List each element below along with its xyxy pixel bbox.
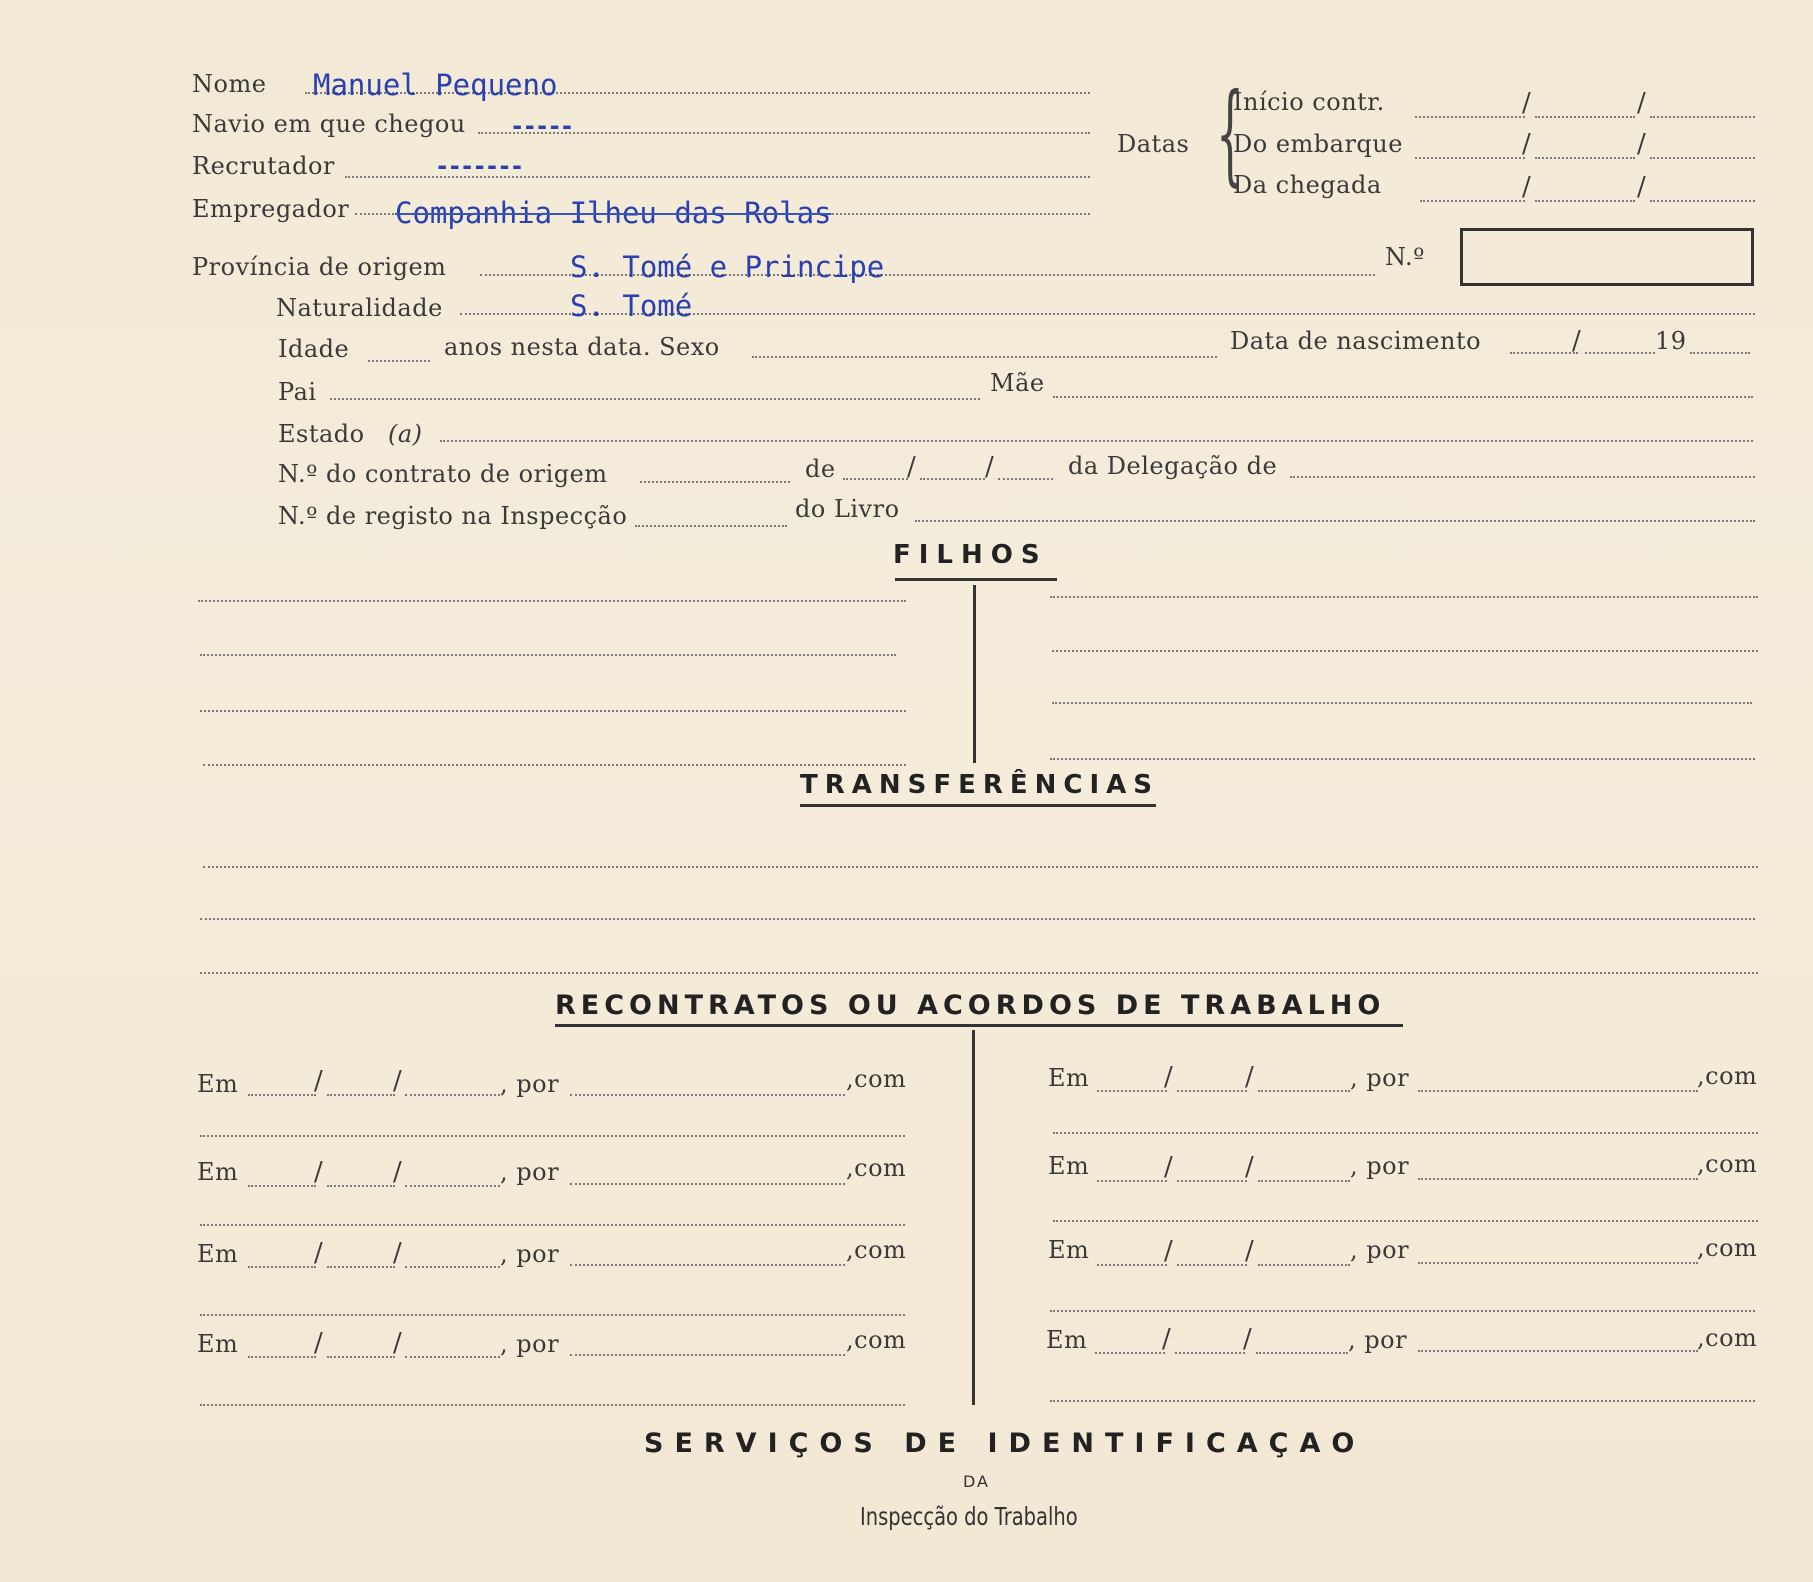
por-line[interactable]: [1418, 1090, 1698, 1092]
naturalidade-label: Naturalidade: [276, 294, 443, 322]
com-label: ,com: [846, 1065, 907, 1093]
em-label: Em: [197, 1158, 239, 1186]
por-label: , por: [500, 1070, 560, 1098]
contrato-label: N.º do contrato de origem: [278, 460, 608, 488]
naturalidade-value[interactable]: S. Tomé: [570, 289, 693, 323]
com-label: ,com: [1697, 1150, 1758, 1178]
com-line[interactable]: [1050, 1400, 1755, 1402]
por-label: , por: [500, 1158, 560, 1186]
filhos-line[interactable]: [198, 600, 906, 602]
em-day-line[interactable]: [1097, 1090, 1167, 1092]
contrato-year-line: [998, 478, 1053, 480]
recontratos-heading: RECONTRATOS OU ACORDOS DE TRABALHO: [555, 990, 1386, 1021]
slash: /: [1245, 1152, 1254, 1182]
por-label: , por: [500, 1240, 560, 1268]
contrato-line[interactable]: [640, 481, 790, 483]
recrutador-value[interactable]: -------: [435, 152, 523, 180]
chegada-month-line: [1535, 200, 1635, 202]
slash: /: [1637, 129, 1646, 159]
nome-label: Nome: [192, 70, 267, 98]
em-month-line[interactable]: [327, 1185, 395, 1187]
registo-line[interactable]: [635, 525, 787, 527]
por-label: , por: [500, 1330, 560, 1358]
com-label: ,com: [846, 1236, 907, 1264]
estado-note: (a): [388, 420, 423, 448]
embarque-day-line: [1415, 157, 1525, 159]
slash: /: [1637, 172, 1646, 202]
chegada-day-line: [1420, 200, 1525, 202]
filhos-line[interactable]: [1052, 650, 1758, 652]
provincia-value[interactable]: S. Tomé e Principe: [570, 250, 885, 284]
transferencias-underline: [800, 804, 1156, 807]
em-label: Em: [1048, 1064, 1090, 1092]
empregador-label: Empregador: [192, 195, 350, 223]
slash: /: [314, 1238, 323, 1268]
com-line[interactable]: [200, 1224, 905, 1226]
filhos-underline: [895, 578, 1057, 581]
por-line[interactable]: [570, 1264, 845, 1266]
delegacao-label: da Delegação de: [1068, 452, 1278, 480]
embarque-label: Do embarque: [1233, 130, 1403, 158]
por-label: , por: [1348, 1326, 1408, 1354]
de-label: de: [805, 455, 836, 483]
em-year-line[interactable]: [1258, 1090, 1350, 1092]
slash: /: [314, 1066, 323, 1096]
em-year-line[interactable]: [1258, 1264, 1350, 1266]
por-line[interactable]: [1418, 1262, 1698, 1264]
ano-prefix: 19: [1655, 327, 1687, 355]
slash: /: [1164, 1062, 1173, 1092]
nascimento-label: Data de nascimento: [1230, 327, 1482, 355]
mae-line[interactable]: [1053, 396, 1753, 398]
em-year-line[interactable]: [405, 1094, 500, 1096]
por-line[interactable]: [570, 1183, 845, 1185]
idade-label: Idade: [278, 335, 350, 363]
slash: /: [1164, 1152, 1173, 1182]
inicio-year-line: [1650, 116, 1755, 118]
em-year-line[interactable]: [1258, 1180, 1350, 1182]
navio-value[interactable]: -----: [510, 112, 573, 140]
em-day-line[interactable]: [248, 1266, 316, 1268]
com-label: ,com: [1697, 1062, 1758, 1090]
recontratos-divider: [972, 1030, 975, 1405]
pai-label: Pai: [278, 378, 317, 406]
filhos-line[interactable]: [1052, 702, 1752, 704]
slash: /: [1245, 1062, 1254, 1092]
footer-title: SERVIÇOS DE IDENTIFICAÇAO: [644, 1428, 1366, 1459]
numero-box[interactable]: [1460, 228, 1754, 286]
slash: /: [393, 1157, 402, 1187]
slash: /: [1522, 129, 1531, 159]
chegada-year-line: [1650, 200, 1755, 202]
por-line[interactable]: [570, 1094, 845, 1096]
footer-da: DA: [963, 1472, 990, 1491]
por-label: , por: [1350, 1152, 1410, 1180]
filhos-line[interactable]: [200, 710, 906, 712]
slash: /: [314, 1328, 323, 1358]
recrutador-label: Recrutador: [192, 152, 335, 180]
em-label: Em: [197, 1240, 239, 1268]
slash: /: [393, 1238, 402, 1268]
delegacao-line[interactable]: [1290, 476, 1755, 478]
footer-sub: Inspecção do Trabalho: [860, 1502, 1078, 1531]
com-line[interactable]: [1053, 1132, 1758, 1134]
estado-label: Estado: [278, 420, 365, 448]
slash: /: [1522, 88, 1531, 118]
por-line[interactable]: [570, 1354, 845, 1356]
com-line[interactable]: [200, 1135, 905, 1137]
nascimento-day-line: [1510, 352, 1578, 354]
em-day-line[interactable]: [1097, 1264, 1167, 1266]
filhos-line[interactable]: [1050, 596, 1758, 598]
em-month-line[interactable]: [327, 1356, 395, 1358]
filhos-heading: FILHOS: [893, 540, 1048, 570]
com-line[interactable]: [200, 1404, 905, 1406]
em-day-line[interactable]: [248, 1094, 316, 1096]
nascimento-month-line: [1585, 352, 1655, 354]
transferencias-heading: TRANSFERÊNCIAS: [800, 770, 1160, 800]
transferencias-line[interactable]: [203, 866, 1758, 868]
em-day-line[interactable]: [1095, 1352, 1165, 1354]
mae-label: Mãe: [990, 369, 1045, 397]
por-label: , por: [1350, 1236, 1410, 1264]
filhos-divider: [973, 585, 976, 763]
livro-line[interactable]: [915, 520, 1755, 522]
por-line[interactable]: [1418, 1350, 1698, 1352]
embarque-year-line: [1650, 157, 1755, 159]
em-month-line[interactable]: [1175, 1352, 1245, 1354]
por-label: , por: [1350, 1064, 1410, 1092]
transferencias-line[interactable]: [200, 972, 1758, 974]
em-month-line[interactable]: [1177, 1090, 1247, 1092]
slash: /: [1522, 172, 1531, 202]
provincia-label: Província de origem: [192, 253, 447, 281]
contrato-day-line: [843, 478, 908, 480]
com-label: ,com: [1697, 1324, 1758, 1352]
idade-line[interactable]: [368, 360, 430, 362]
filhos-line[interactable]: [203, 764, 906, 766]
anos-sexo-label: anos nesta data. Sexo: [444, 333, 720, 361]
estado-line[interactable]: [440, 440, 1753, 442]
slash: /: [1245, 1236, 1254, 1266]
slash: /: [1572, 326, 1581, 356]
em-label: Em: [197, 1070, 239, 1098]
filhos-line[interactable]: [1050, 758, 1755, 760]
slash: /: [907, 452, 916, 482]
numero-label: N.º: [1385, 243, 1425, 271]
em-month-line[interactable]: [327, 1266, 395, 1268]
brace-icon: {: [1216, 69, 1244, 197]
datas-label: Datas: [1117, 130, 1190, 158]
pai-line[interactable]: [330, 398, 980, 400]
slash: /: [985, 452, 994, 482]
inicio-day-line: [1415, 116, 1525, 118]
em-month-line[interactable]: [1177, 1180, 1247, 1182]
slash: /: [1164, 1236, 1173, 1266]
em-year-line[interactable]: [1256, 1352, 1348, 1354]
com-label: ,com: [846, 1154, 907, 1182]
em-month-line[interactable]: [1177, 1264, 1247, 1266]
nascimento-year-line: [1690, 352, 1750, 354]
slash: /: [393, 1328, 402, 1358]
recontratos-underline: [555, 1024, 1403, 1027]
registo-label: N.º de registo na Inspecção: [278, 502, 628, 530]
filhos-line[interactable]: [200, 654, 896, 656]
com-label: ,com: [1697, 1234, 1758, 1262]
em-year-line[interactable]: [405, 1356, 500, 1358]
em-label: Em: [1048, 1236, 1090, 1264]
com-label: ,com: [846, 1326, 907, 1354]
livro-label: do Livro: [795, 495, 900, 523]
em-day-line[interactable]: [248, 1185, 316, 1187]
slash: /: [1243, 1324, 1252, 1354]
em-year-line[interactable]: [405, 1266, 500, 1268]
chegada-label: Da chegada: [1233, 171, 1382, 199]
com-line[interactable]: [1053, 1220, 1758, 1222]
sexo-line[interactable]: [752, 356, 1217, 358]
em-day-line[interactable]: [1097, 1180, 1167, 1182]
em-year-line[interactable]: [405, 1185, 500, 1187]
com-line[interactable]: [200, 1314, 905, 1316]
slash: /: [1637, 88, 1646, 118]
navio-label: Navio em que chegou: [192, 110, 466, 138]
empregador-value[interactable]: Companhia Ilheu das Rolas: [395, 196, 832, 230]
slash: /: [393, 1066, 402, 1096]
inicio-month-line: [1535, 116, 1635, 118]
inicio-label: Início contr.: [1233, 88, 1385, 116]
slash: /: [1162, 1324, 1171, 1354]
por-line[interactable]: [1418, 1178, 1698, 1180]
em-label: Em: [1046, 1326, 1088, 1354]
embarque-month-line: [1535, 157, 1635, 159]
em-label: Em: [1048, 1152, 1090, 1180]
nome-value[interactable]: Manuel Pequeno: [313, 68, 558, 102]
contrato-month-line: [920, 478, 985, 480]
em-label: Em: [197, 1330, 239, 1358]
slash: /: [314, 1157, 323, 1187]
transferencias-line[interactable]: [200, 918, 1755, 920]
com-line[interactable]: [1050, 1310, 1755, 1312]
em-day-line[interactable]: [248, 1356, 316, 1358]
em-month-line[interactable]: [327, 1094, 395, 1096]
